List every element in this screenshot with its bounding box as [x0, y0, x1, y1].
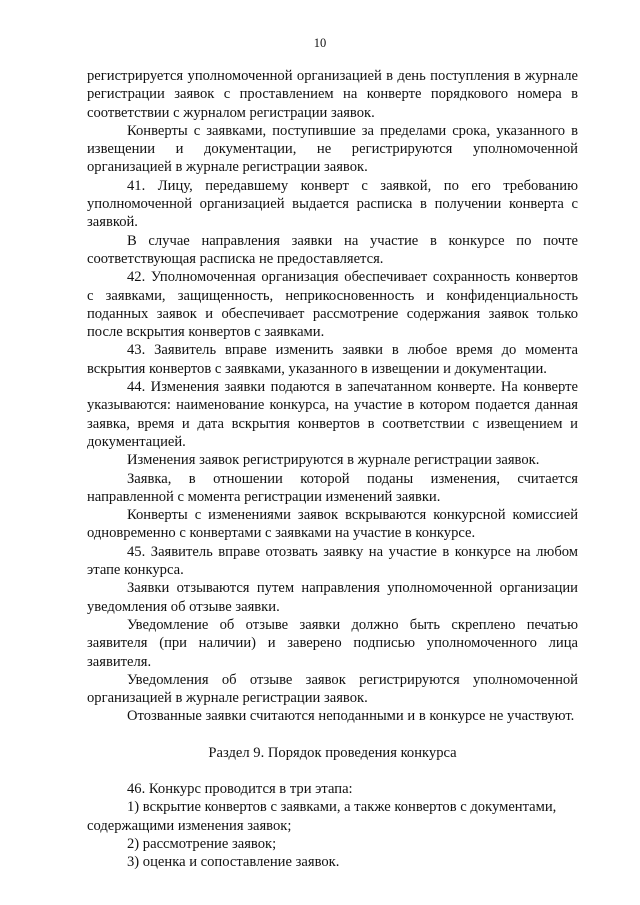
- paragraph: Уведомление об отзыве заявки должно быть скреплено печатью заявителя (при наличии) и заверено подписью уполномоченного лица заявителя.: [87, 616, 578, 670]
- paragraph: Изменения заявок регистрируются в журнале регистрации заявок.: [127, 452, 540, 469]
- page-number: 10: [313, 36, 327, 50]
- list-item: 3) оценка и сопоставление заявок.: [127, 854, 340, 871]
- paragraph: Отозванные заявки считаются неподанными и в конкурсе не участвуют.: [127, 708, 575, 725]
- paragraph: Заявка, в отношении которой поданы изменения, считается направленной с момента регистрации изменений заявки.: [87, 470, 578, 505]
- list-item: 1) вскрытие конвертов с заявками, а также конвертов с документами, содержащими изменения заявок;: [87, 799, 557, 834]
- paragraph-item-42: 42. Уполномоченная организация обеспечивает сохранность конвертов с заявками, защищенность, неприкосновенность и конфиденциальность поданных заявок и обеспечивает рассмотрение содержания заявок только после вскрытия конвертов с заявками.: [87, 269, 578, 341]
- paragraph: Заявки отзываются путем направления уполномоченной организации уведомления об отзыве заявки.: [87, 580, 578, 615]
- list-item: 2) рассмотрение заявок;: [127, 835, 277, 852]
- paragraph: Конверты с заявками, поступившие за пределами срока, указанного в извещении и документации, не регистрируются уполномоченной организацией в журнале регистрации заявок.: [87, 122, 578, 176]
- paragraph: В случае направления заявки на участие в конкурсе по почте соответствующая расписка не предоставляется.: [87, 232, 578, 267]
- paragraph-continuation: регистрируется уполномоченной организацией в день поступления в журнале регистрации заявок с проставлением на конверте порядкового номера в соответствии с журналом регистрации заявок.: [87, 68, 578, 121]
- paragraph: Уведомления об отзыве заявок регистрируются уполномоченной организацией в журнале регистрации заявок.: [87, 671, 578, 707]
- paragraph-item-43: 43. Заявитель вправе изменить заявки в любое время до момента вскрытия конвертов с заявками, указанного в извещении и документации.: [87, 342, 578, 377]
- page-body: [87, 67, 578, 871]
- section-heading: Раздел 9. Порядок проведения конкурса: [208, 744, 457, 761]
- paragraph-item-45: 45. Заявитель вправе отозвать заявку на участие в конкурсе на любом этапе конкурса.: [87, 543, 578, 579]
- paragraph-item-46: 46. Конкурс проводится в три этапа:: [127, 780, 353, 797]
- paragraph-item-41: 41. Лицу, передавшему конверт с заявкой, по его требованию уполномоченной организацией выдается расписка в получении конверта с заявкой.: [87, 177, 578, 231]
- paragraph: Конверты с изменениями заявок вскрываются конкурсной комиссией одновременно с конвертами с заявками на участие в конкурсе.: [87, 507, 578, 542]
- paragraph-item-44: 44. Изменения заявки подаются в запечатанном конверте. На конверте указываются: наименование конкурса, на участие в котором подается данная заявка, время и дата вскрытия конвертов в соответствии с извещением и документацией.: [87, 379, 578, 450]
